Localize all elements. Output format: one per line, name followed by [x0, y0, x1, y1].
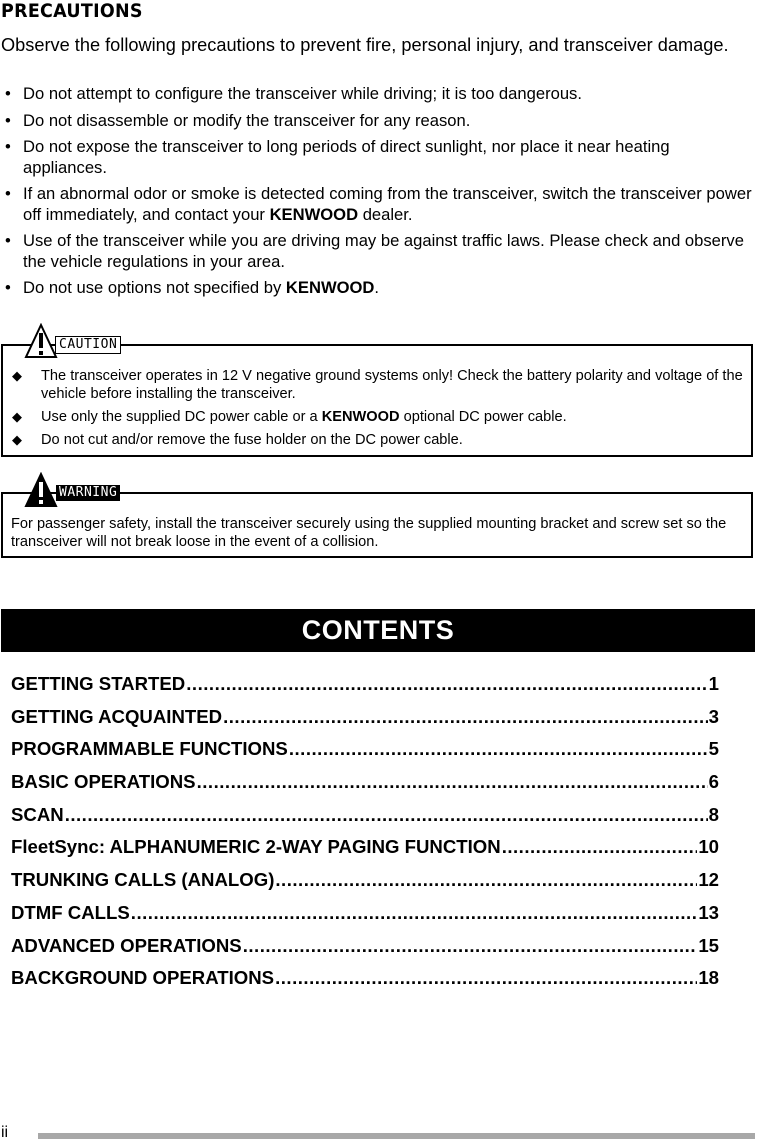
toc-entry[interactable] [11, 738, 719, 771]
toc-leader-dots [275, 869, 697, 891]
page-number: ii [1, 1124, 9, 1141]
list-item-text: Use of the transceiver while you are driving may be against traffic laws. Please check and observe the vehicle regulations in your area. [23, 231, 744, 271]
toc-entry-page: 1 [708, 673, 719, 694]
toc-entry-title: BASIC OPERATIONS [11, 771, 196, 793]
toc-entry-page: 18 [698, 967, 719, 989]
bullet-icon: • [5, 231, 11, 250]
list-item [1, 231, 756, 272]
toc-entry-page: 12 [698, 869, 719, 891]
toc-entry-title: GETTING STARTED [11, 673, 186, 694]
list-item-text: If an abnormal odor or smoke is detected coming from the transceiver, switch the transceiver power off immediately, and contact your [23, 184, 752, 224]
toc-entry-page: 13 [698, 901, 719, 923]
toc-entry-page: 6 [708, 771, 719, 793]
toc-leader-dots [197, 771, 708, 793]
toc-entry[interactable] [11, 771, 719, 804]
warning-label: WARNING [56, 485, 120, 501]
toc-entry-page: 15 [698, 934, 719, 956]
warning-text: For passenger safety, install the transceiver securely using the supplied mounting bracket and screw set so the transceiver will not break loose in the event of a collision. [11, 516, 727, 550]
toc-entry[interactable] [11, 706, 719, 739]
list-item-bold: KENWOOD [321, 409, 400, 425]
toc-entry-title: FleetSync: ALPHANUMERIC 2-WAY PAGING FUNCTION [11, 836, 501, 858]
toc-leader-dots [186, 673, 707, 695]
toc-leader-dots [275, 967, 697, 989]
bullet-icon: • [5, 184, 11, 203]
list-item-text: optional DC power cable. [399, 409, 567, 425]
bullet-icon: • [5, 137, 11, 156]
table-of-contents [11, 673, 719, 1000]
toc-entry[interactable] [11, 935, 719, 968]
toc-entry-title: PROGRAMMABLE FUNCTIONS [11, 738, 288, 760]
footer-rule [38, 1133, 755, 1139]
contents-heading: CONTENTS [1, 609, 755, 652]
toc-entry[interactable] [11, 673, 719, 706]
caution-label: CAUTION [55, 336, 121, 354]
list-item [12, 408, 748, 426]
toc-entry[interactable] [11, 869, 719, 902]
caution-warning-triangle-icon [24, 323, 58, 359]
toc-leader-dots [65, 804, 708, 826]
list-item-text: The transceiver operates in 12 V negative ground systems only! Check the battery polarity and voltage of the vehicle before installing the transceiver. [41, 368, 743, 402]
list-item-bold: KENWOOD [269, 204, 359, 224]
warning-triangle-icon [24, 472, 58, 508]
list-item [12, 367, 748, 403]
list-item-text: Do not use options not specified by [23, 278, 286, 297]
list-item [1, 84, 756, 105]
bullet-icon: • [5, 84, 11, 103]
toc-entry-page: 5 [708, 738, 719, 760]
toc-leader-dots [289, 738, 708, 760]
diamond-bullet-icon: ◆ [12, 432, 22, 447]
bullet-icon: • [5, 110, 11, 130]
toc-entry[interactable] [11, 836, 719, 869]
precautions-list [1, 84, 756, 305]
toc-entry-title: ADVANCED OPERATIONS [11, 934, 242, 956]
list-item [1, 184, 756, 225]
list-item-text: Do not cut and/or remove the fuse holder on the DC power cable. [41, 432, 463, 448]
toc-entry-title: SCAN [11, 803, 64, 825]
list-item-text: dealer. [358, 204, 413, 224]
caution-list [12, 367, 748, 454]
toc-entry[interactable] [11, 967, 719, 1000]
toc-entry-page: 8 [708, 803, 719, 825]
diamond-bullet-icon: ◆ [12, 409, 22, 424]
list-item-text: Do not expose the transceiver to long periods of direct sunlight, nor place it near heating appliances. [23, 137, 670, 177]
list-item-text: Do not disassemble or modify the transceiver for any reason. [23, 110, 471, 130]
toc-entry[interactable] [11, 804, 719, 837]
toc-leader-dots [131, 902, 698, 924]
toc-entry-page: 3 [708, 705, 719, 727]
toc-entry-title: GETTING ACQUAINTED [11, 705, 223, 727]
precautions-heading: PRECAUTIONS [1, 0, 143, 22]
toc-entry-title: TRUNKING CALLS (ANALOG) [11, 869, 275, 891]
toc-leader-dots [502, 836, 698, 858]
toc-entry[interactable] [11, 902, 719, 935]
toc-leader-dots [223, 706, 708, 728]
bullet-icon: • [5, 278, 11, 297]
list-item-bold: KENWOOD [285, 278, 375, 297]
list-item [1, 278, 756, 299]
precautions-intro: Observe the following precautions to prevent fire, personal injury, and transceiver damage. [1, 35, 729, 55]
list-item-text: . [374, 278, 380, 297]
toc-leader-dots [243, 935, 698, 957]
list-item [1, 137, 756, 178]
toc-entry-title: DTMF CALLS [11, 901, 130, 923]
list-item-text: Do not attempt to configure the transceiver while driving; it is too dangerous. [23, 84, 582, 103]
toc-entry-title: BACKGROUND OPERATIONS [11, 967, 275, 989]
diamond-bullet-icon: ◆ [12, 368, 22, 383]
toc-entry-page: 10 [698, 836, 719, 858]
list-item-text: Use only the supplied DC power cable or a [41, 409, 322, 425]
list-item [12, 431, 748, 449]
list-item [1, 111, 756, 132]
